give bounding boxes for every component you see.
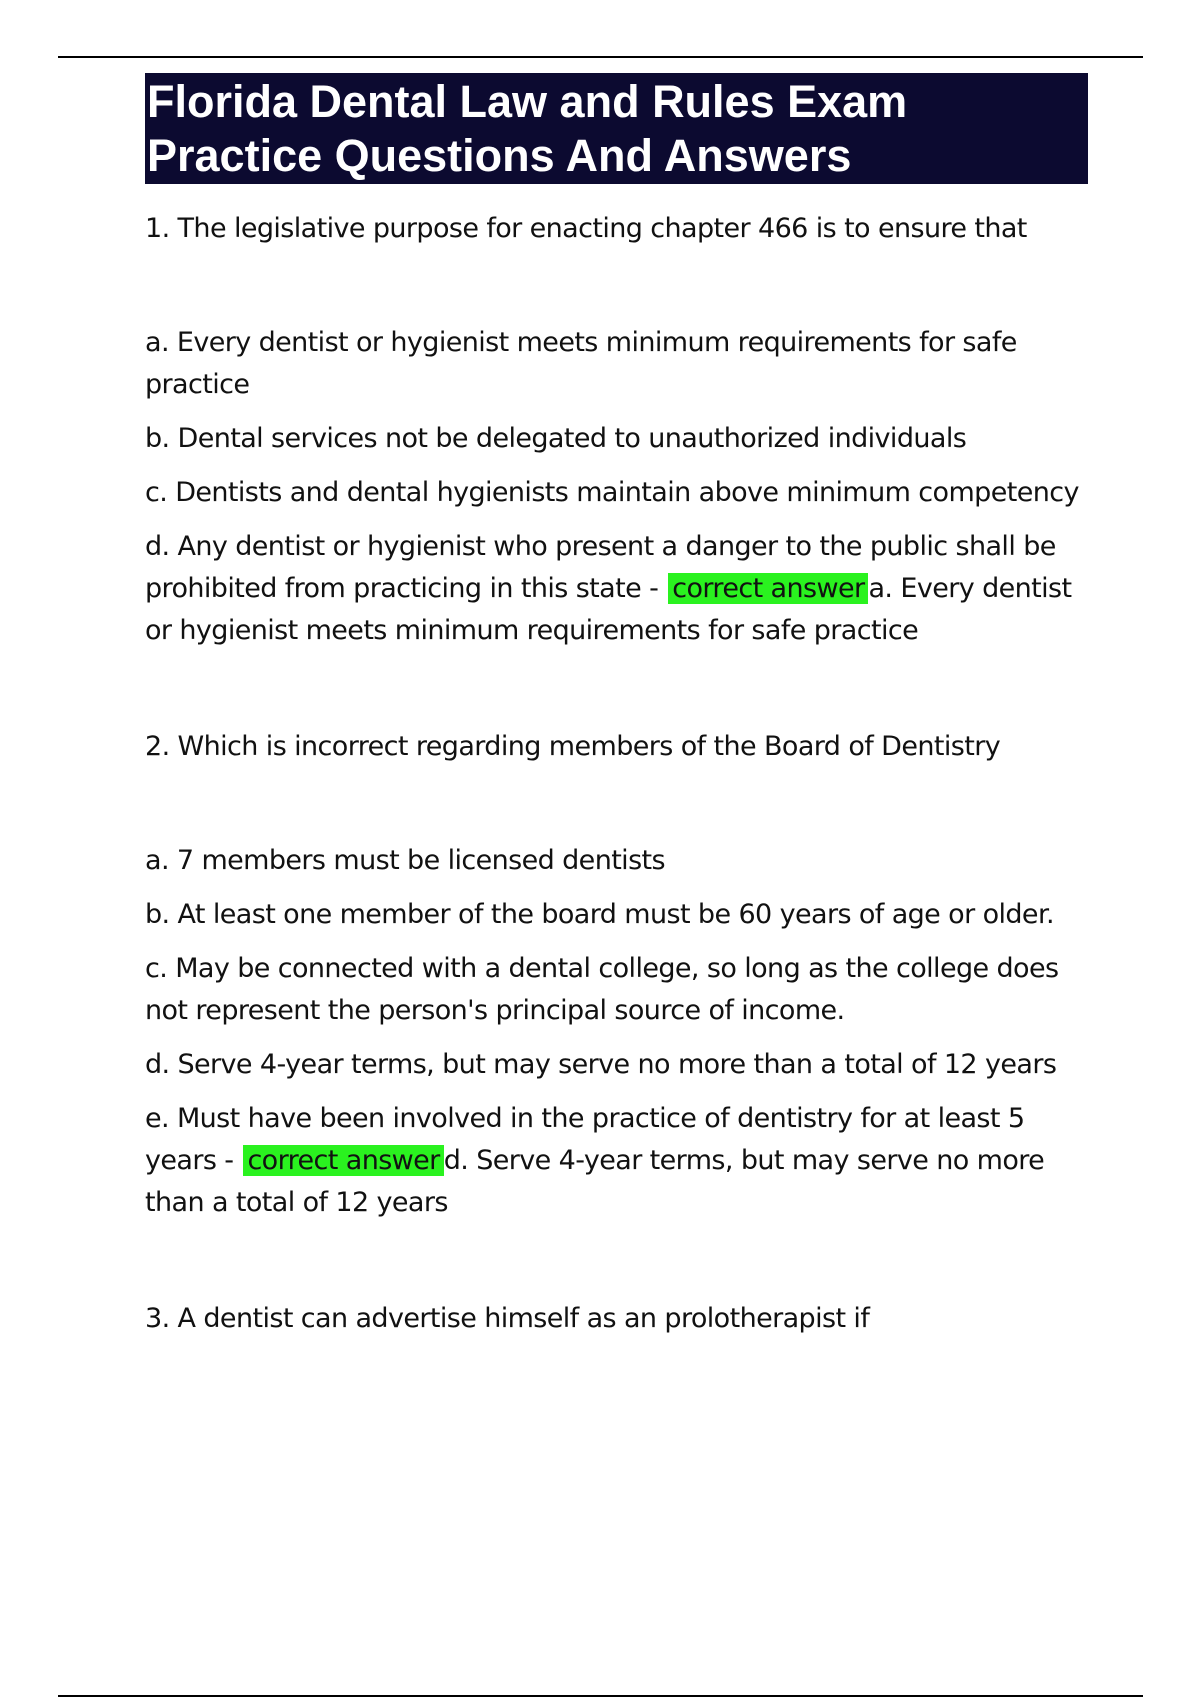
question-1-text: 1. The legislative purpose for enacting chapter 466 is to ensure that [145, 213, 1027, 244]
question-2-option-a: a. 7 members must be licensed dentists [145, 845, 666, 876]
question-2-option-e-with-answer [145, 1098, 1095, 1224]
question-1-option-d: d. Any dentist or hygienist who present a danger to the public shall be prohibited from practicing in this state - [145, 531, 1056, 604]
question-2-text: 2. Which is incorrect regarding members of the Board of Dentistry [145, 731, 1001, 762]
correct-answer-highlight: correct answer [668, 573, 868, 604]
document-title-line-2: Practice Questions And Answers [147, 130, 852, 181]
question-2-answer: d. Serve 4-year terms, but may serve no more than a total of 12 years [145, 1145, 1045, 1218]
question-2-option-c: c. May be connected with a dental college, so long as the college does not represent the person's principal source of income. [145, 953, 1059, 1026]
question-2-option-d: d. Serve 4-year terms, but may serve no more than a total of 12 years [145, 1049, 1057, 1080]
question-1-option-d-with-answer [145, 526, 1095, 652]
question-2-option-e: e. Must have been involved in the practice of dentistry for at least 5 years - [145, 1103, 1025, 1176]
question-block-2 [145, 726, 1095, 1224]
questions-content [145, 208, 1095, 1414]
document-title-line-1: Florida Dental Law and Rules Exam [147, 76, 908, 127]
question-block-1 [145, 208, 1095, 652]
bottom-rule [58, 1695, 1143, 1697]
question-1-option-a: a. Every dentist or hygienist meets minimum requirements for safe practice [145, 327, 1017, 400]
top-rule [58, 56, 1143, 58]
correct-answer-highlight: correct answer [243, 1145, 443, 1176]
title-banner [145, 73, 1088, 184]
question-1-option-c: c. Dentists and dental hygienists maintain above minimum competency [145, 477, 1079, 508]
question-1-answer: a. Every dentist or hygienist meets minimum requirements for safe practice [145, 573, 1072, 646]
question-1-option-b: b. Dental services not be delegated to unauthorized individuals [145, 423, 967, 454]
question-2-option-b: b. At least one member of the board must be 60 years of age or older. [145, 899, 1054, 930]
question-3-text: 3. A dentist can advertise himself as an prolotherapist if [145, 1303, 870, 1334]
question-block-3 [145, 1298, 1095, 1340]
